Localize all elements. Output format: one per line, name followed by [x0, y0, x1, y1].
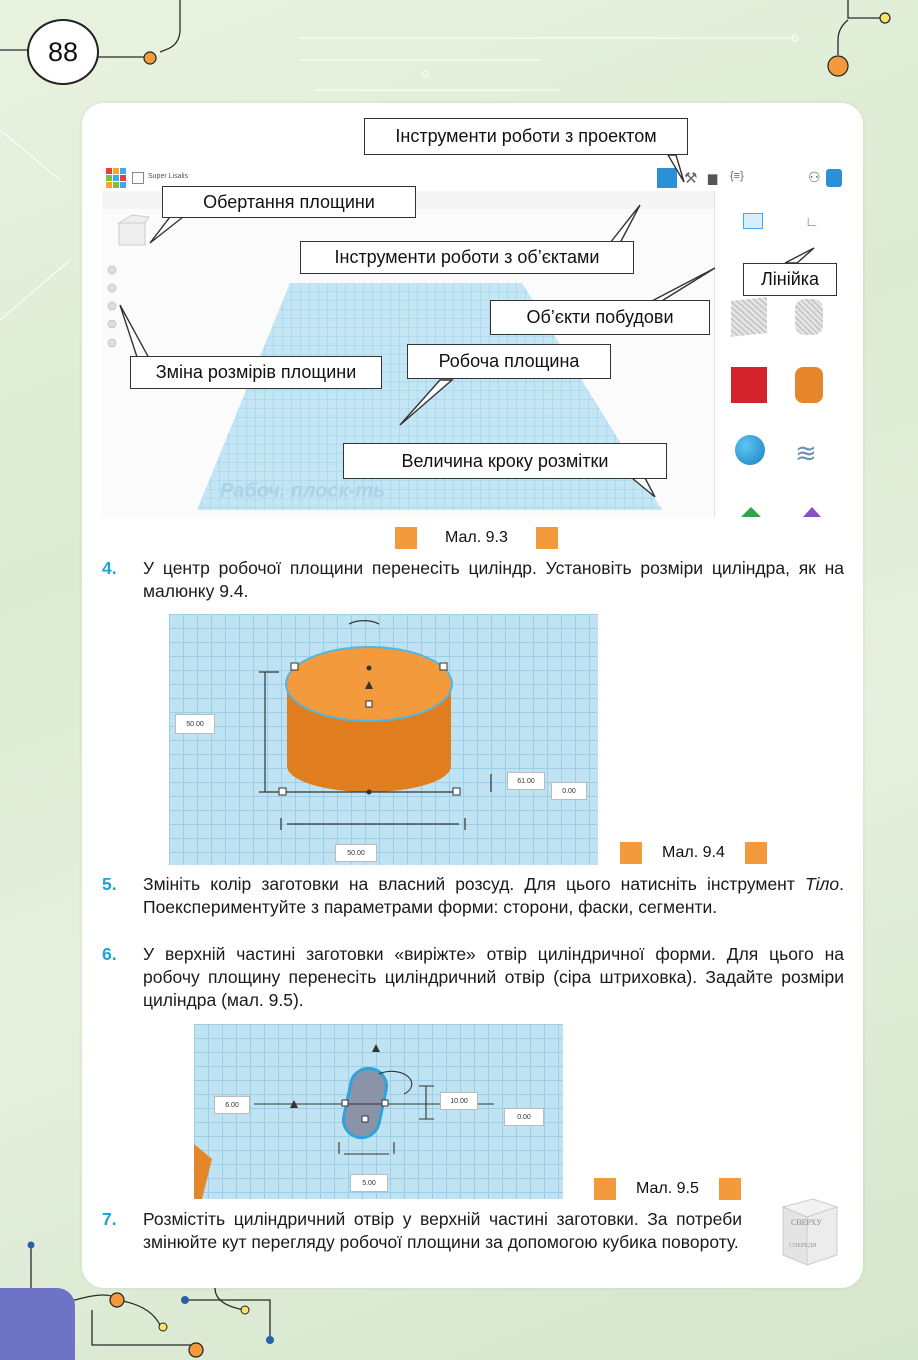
step-number: 7. — [102, 1209, 117, 1229]
figure-9-4-image — [169, 614, 598, 865]
step-7 — [102, 1208, 742, 1254]
step-text: Розмістіть циліндричний отвір у верхній частині заготовки. За потреби змінюйте кут перегляду робочої площини за допомогою кубика повороту. — [143, 1209, 742, 1252]
dim-left: 6.00 — [214, 1096, 250, 1114]
dim-width: 50.00 — [335, 844, 377, 862]
cylinder-shape[interactable] — [795, 367, 823, 403]
scribble-shape[interactable]: ≋ — [795, 438, 817, 468]
callout-project-tools: Інструменти роботи з проектом — [364, 118, 688, 155]
figure-9-5-caption — [594, 1178, 741, 1200]
callout-plane-resize: Зміна розмірів площини — [130, 356, 382, 389]
callout-workplane: Робоча площина — [407, 344, 611, 379]
caption-marker-right — [536, 527, 558, 549]
caption-marker-right — [719, 1178, 741, 1200]
tinkercad-logo — [106, 168, 126, 188]
step-number: 6. — [102, 944, 117, 964]
caption-marker-left — [594, 1178, 616, 1200]
caption-text: Мал. 9.5 — [636, 1180, 699, 1197]
user-icon[interactable]: ⚇ — [808, 169, 821, 185]
step-4 — [102, 557, 844, 603]
sphere-shape[interactable] — [735, 435, 765, 465]
menu-icon[interactable] — [132, 172, 144, 184]
roof-shape[interactable] — [741, 507, 761, 517]
ruler-tool-icon[interactable]: ∟ — [805, 213, 819, 229]
view-cube-front-label: СПЕРЕДИ — [789, 1243, 817, 1249]
view-cube-icon — [777, 1195, 842, 1269]
page-number: 88 — [27, 19, 99, 85]
callout-object-tools: Інструменти роботи з об’єктами — [300, 241, 634, 274]
step-number: 4. — [102, 558, 117, 578]
step-text: У верхній частині заготовки «виріжте» отвір циліндричної форми. Для цього на робочу площину перенесіть циліндричний отвір (сіра штриховка). Задайте розміри циліндра (мал. 9.5). — [143, 944, 844, 1010]
step-6 — [102, 943, 844, 1012]
dim-zero: 0.00 — [551, 782, 587, 800]
step-5 — [102, 873, 844, 919]
grid-view-icon[interactable] — [657, 168, 677, 188]
cylinder-scene — [169, 614, 598, 865]
callout-grid-step: Величина кроку розмітки — [343, 443, 667, 479]
step-text: Змініть колір заготовки на власний розсуд. Для цього натисніть інструмент Тіло. Поекспериментуйте з параметрами форми: сторони, фаски, сегменти. — [143, 874, 844, 917]
figure-9-3-caption — [395, 527, 558, 549]
callout-ruler: Лінійка — [743, 263, 837, 296]
dim-elevation: 61.00 — [507, 772, 545, 790]
caption-marker-left — [395, 527, 417, 549]
view-cube-top-label: СВЕРХУ — [791, 1218, 822, 1227]
box-shape[interactable] — [731, 367, 767, 403]
workplane-tool-icon[interactable] — [743, 213, 763, 229]
corner-color-block — [0, 1288, 75, 1360]
avatar[interactable] — [826, 169, 842, 187]
caption-text: Мал. 9.4 — [662, 844, 725, 861]
box-hole-shape[interactable] — [731, 297, 767, 337]
code-blocks-icon[interactable]: {≡} — [730, 170, 744, 182]
workplane-watermark: Рабоч. плоск-ть — [220, 480, 386, 502]
dim-height: 50.00 — [175, 714, 215, 734]
bricks-icon[interactable]: ▆ — [708, 171, 718, 185]
shapes-panel — [714, 191, 844, 517]
caption-marker-right — [745, 842, 767, 864]
dim-zero: 0.00 — [504, 1108, 544, 1126]
hammer-icon[interactable]: ⚒ — [684, 170, 698, 187]
step-text: У центр робочої площини перенесіть циліндр. Установіть розміри циліндра, як на малюнку 9.4. — [143, 558, 844, 601]
pyramid-shape[interactable] — [803, 507, 821, 517]
callout-build-objects: Об’єкти побудови — [490, 300, 710, 335]
dim-right: 10.00 — [440, 1092, 478, 1110]
dim-bottom: 5.00 — [350, 1174, 388, 1192]
caption-text: Мал. 9.3 — [445, 529, 508, 546]
callout-plane-rotation: Обертання площини — [162, 186, 416, 218]
caption-marker-left — [620, 842, 642, 864]
cylinder-hole-shape[interactable] — [795, 299, 823, 335]
project-name[interactable]: Super Lisalis — [148, 173, 189, 180]
figure-9-5-image — [194, 1024, 563, 1199]
step-number: 5. — [102, 874, 117, 894]
figure-9-4-caption — [620, 842, 767, 864]
